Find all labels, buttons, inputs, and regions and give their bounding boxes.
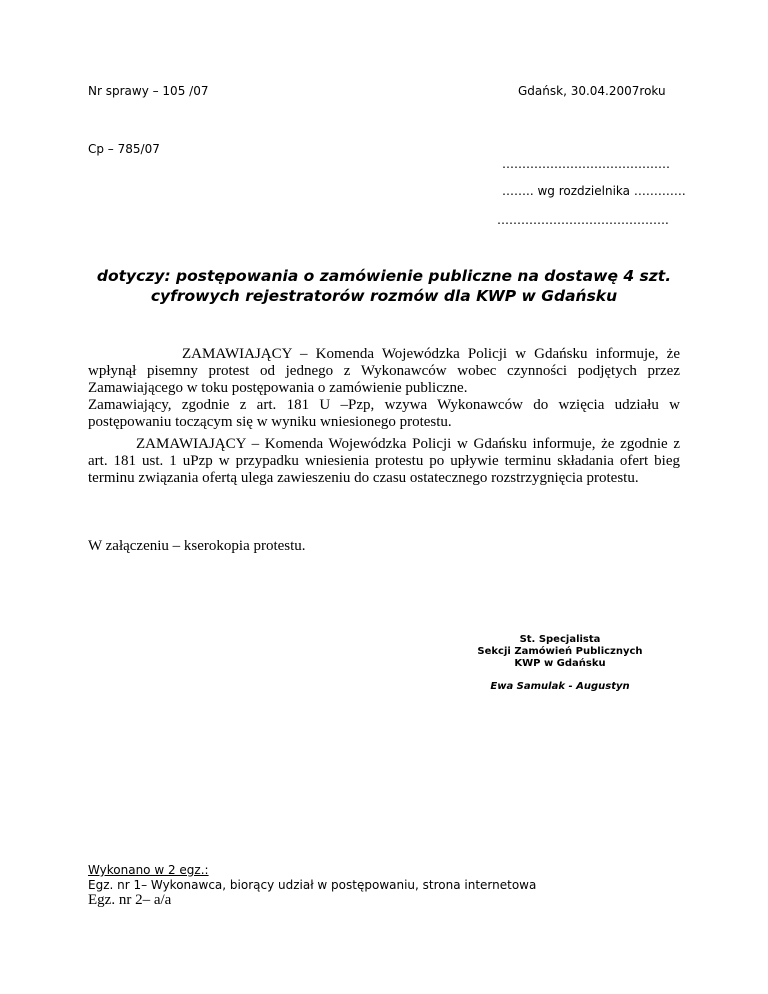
- copies-heading: Wykonano w 2 egz.:: [88, 863, 209, 877]
- signature-title: St. Specjalista: [519, 634, 601, 645]
- subject-heading: [88, 266, 680, 306]
- addressee-line-2: …….. wg rozdzielnika ………….: [502, 184, 686, 198]
- body-paragraph-1b-text: Zamawiający, zgodnie z art. 181 U –Pzp, wzywa Wykonawców do wzięcia udziału w postępowaniu toczącym się w wyniku wniesionego protestu.: [88, 397, 680, 430]
- attachment-note: W załączeniu – kserokopia protestu.: [88, 538, 306, 554]
- signature-block: [440, 634, 680, 670]
- place-and-date: Gdańsk, 30.04.2007roku: [518, 84, 666, 98]
- subject-line-2: cyfrowych rejestratorów rozmów dla KWP w Gdańsku: [150, 287, 618, 305]
- case-number: Nr sprawy – 105 /07: [88, 84, 209, 98]
- addressee-line-1: ……………………………………: [502, 157, 670, 171]
- copy-1-line: Egz. nr 1– Wykonawca, biorący udział w postępowaniu, strona internetowa: [88, 878, 537, 892]
- reference-number: Cp – 785/07: [88, 142, 160, 156]
- signature-section: Sekcji Zamówień Publicznych: [477, 646, 643, 657]
- signature-unit: KWP w Gdańsku: [514, 658, 606, 669]
- signer-name: Ewa Samulak - Augustyn: [490, 681, 630, 692]
- body-paragraph-2: [88, 436, 680, 487]
- subject-line-1: dotyczy: postępowania o zamówienie publiczne na dostawę 4 szt.: [96, 267, 672, 285]
- body-paragraph-2-text: ZAMAWIAJĄCY – Komenda Wojewódzka Policji w Gdańsku informuje, że zgodnie z art. 181 ust. 1 uPzp w przypadku wniesienia protestu po upływie terminu składania ofert bieg terminu związania ofertą ulega zawieszeniu do czasu ostatecznego rozstrzygnięcia protestu.: [88, 436, 680, 486]
- body-paragraph-1: [88, 346, 680, 431]
- body-paragraph-1-text: ZAMAWIAJĄCY – Komenda Wojewódzka Policji w Gdańsku informuje, że wpłynął pisemny protest od jednego z Wykonawców wobec czynności podjętych przez Zamawiającego w toku postępowania o zamówienie publiczne.: [88, 346, 680, 396]
- addressee-line-3: …………………………………….: [497, 213, 669, 227]
- copy-2-line: Egz. nr 2– a/a: [88, 892, 172, 908]
